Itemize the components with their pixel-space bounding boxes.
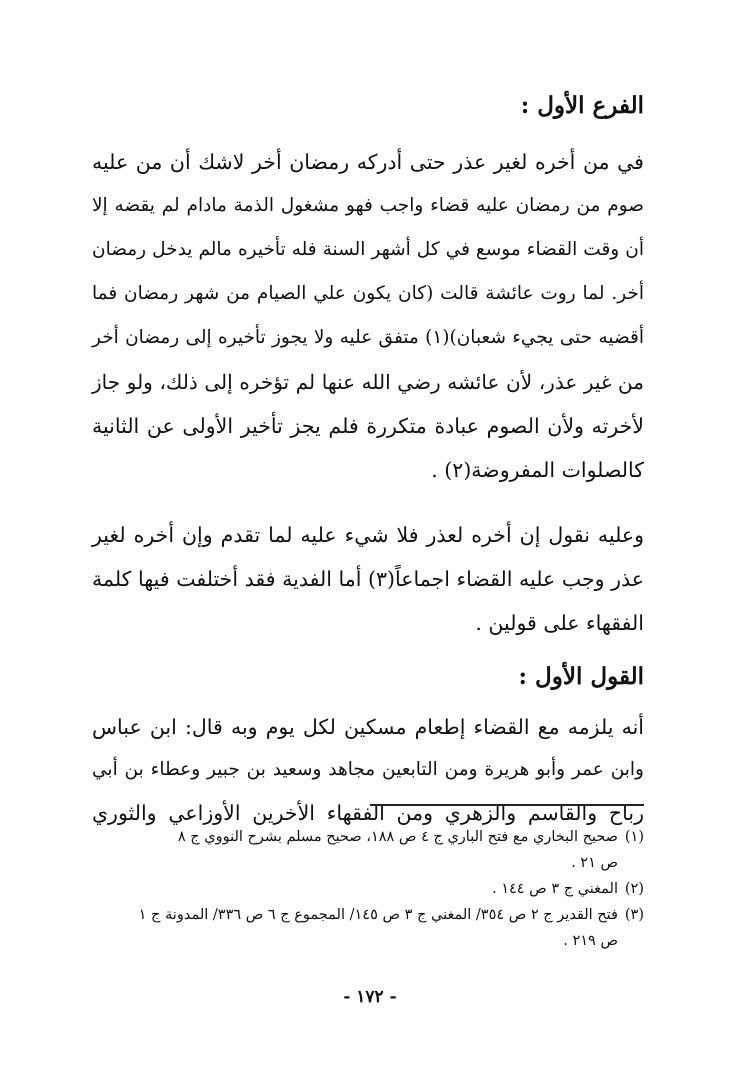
paragraph-line: وابن عمر وأبو هريرة ومن التابعين مجاهد وسعيد بن جبير وعطاء بن أبي [92,759,644,780]
section-heading-branch-one: الفرع الأول : [520,92,644,119]
paragraph-line: في من أخره لغير عذر حتى أدركه رمضان أخر لاشك أن من عليه [92,150,644,174]
paragraph-line: أنه يلزمه مع القضاء إطعام مسكين لكل يوم وبه قال: ابن عباس [92,715,644,739]
paragraph-line: صوم من رمضان عليه قضاء واجب فهو مشغول الذمة مادام لم يقضه إلا [92,195,644,216]
paragraph-line: لأخرته ولأن الصوم عبادة متكررة فلم يجز تأخير الأولى عن الثانية [92,414,644,438]
paragraph-line: أخر. لما روت عائشة قالت (كان يكون علي الصيام من شهر رمضان فما [92,283,644,304]
paragraph-line: وعليه نقول إن أخره لعذر فلا شيء عليه لما تقدم وإن أخره لغير [92,523,644,547]
footnote-3 [92,904,644,926]
footnote-3-continuation: ص ٢١٩ . [563,933,618,949]
footnote-number: (٢) [624,881,644,897]
paragraph-line: أن وقت القضاء موسع في كل أشهر السنة فله تأخيره مالم يدخل رمضان [92,239,644,260]
footnote-text: فتح القدير ج ٢ ص ٣٥٤/ المغني ج ٣ ص ١٤٥/ المجموع ج ٦ ص ٣٣٦/ المدونة ج ١ [138,907,618,923]
paragraph-line: كالصلوات المفروضة(٢) . [431,458,644,482]
paragraph-line: عذر وجب عليه القضاء اجماعاً(٣) أما الفدية فقد أختلفت فيها كلمة [92,567,644,591]
page-number: - ١٧٢ - [343,987,397,1007]
footnote-text: المغني ج ٣ ص ١٤٤ . [491,881,618,897]
paragraph-line: رباح والقاسم والزهري ومن الفقهاء الأخرين الأوزاعي والثوري [92,801,644,825]
section-heading-first-opinion: القول الأول : [518,663,644,690]
paragraph-line: الفقهاء على قولين . [475,611,644,635]
footnote-text: صحيح البخاري مع فتح الباري ج ٤ ص ١٨٨، صحيح مسلم بشرح النووي ج ٨ [177,829,618,845]
footnote-2 [92,878,644,900]
paragraph-line: أقضيه حتى يجيء شعبان)(١) متفق عليه ولا يجوز تأخيره إلى رمضان أخر [92,327,644,348]
footnote-number: (٣) [624,907,644,923]
footnote-1 [92,826,644,848]
footnote-1-continuation: ص ٢١ . [571,855,618,871]
paragraph-line: من غير عذر، لأن عائشه رضي الله عنها لم تؤخره إلى ذلك، ولو جاز [92,370,644,394]
footnote-separator [370,804,644,806]
footnote-number: (١) [624,829,644,845]
